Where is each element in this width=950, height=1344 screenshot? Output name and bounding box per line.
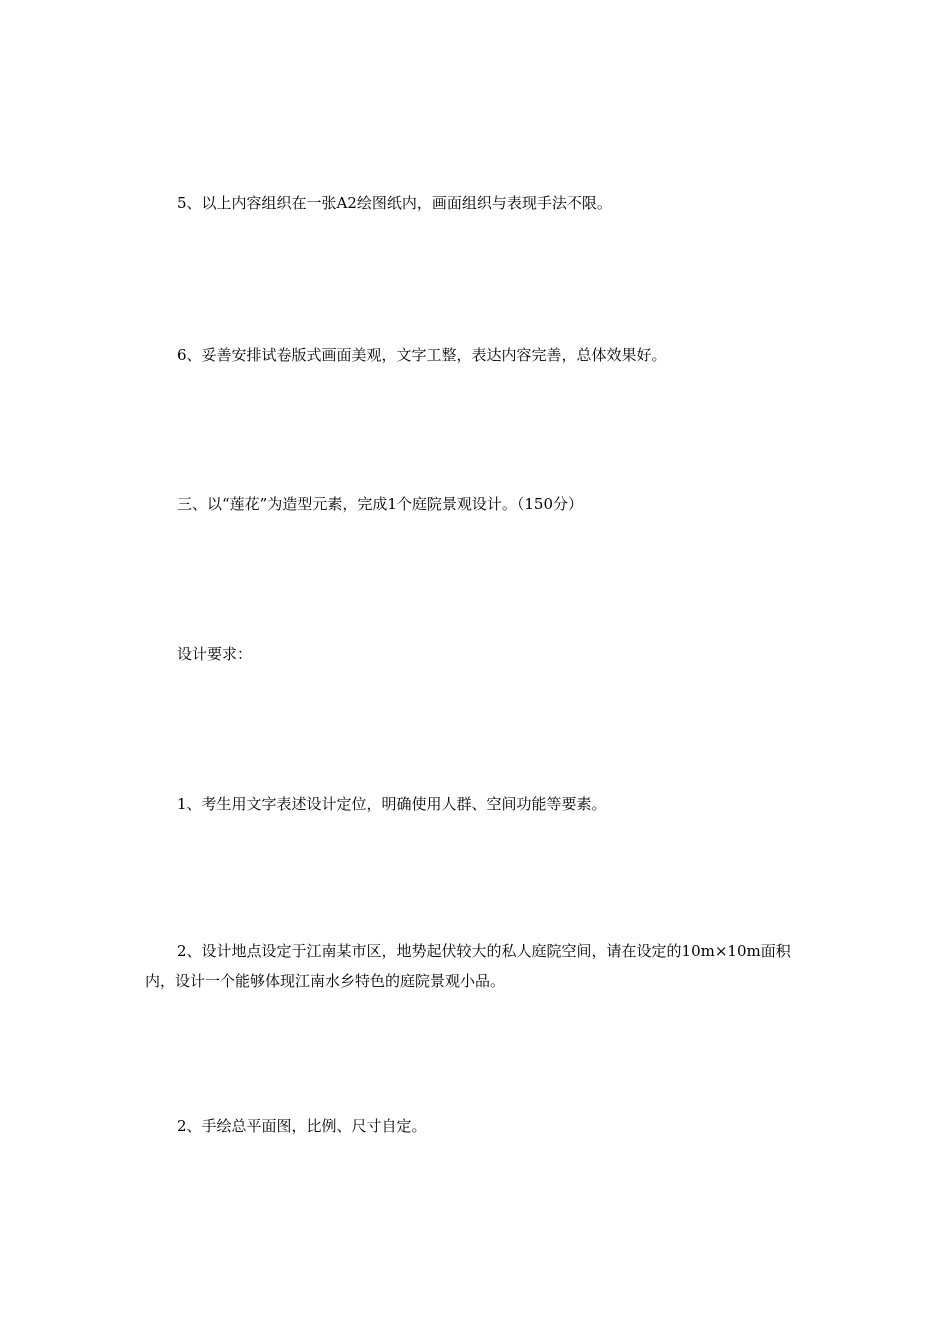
design-requirements-label: 设计要求：	[177, 645, 253, 663]
section-three-heading: 三、以“莲花”为造型元素，完成1个庭院景观设计。（150分）	[177, 495, 584, 513]
design-requirement-item-2-plan: 2、手绘总平面图，比例、尺寸自定。	[177, 1117, 427, 1135]
requirement-item-6: 6、妥善安排试卷版式画面美观，文字工整，表达内容完善，总体效果好。	[177, 346, 667, 364]
requirement-item-5: 5、以上内容组织在一张A2绘图纸内，画面组织与表现手法不限。	[177, 194, 612, 212]
design-requirement-item-2-site: 2、设计地点设定于江南某市区，地势起伏较大的私人庭院空间，请在设定的10m×10m面积内，设计一个能够体现江南水乡特色的庭院景观小品。	[145, 942, 791, 990]
design-requirement-item-1: 1、考生用文字表述设计定位，明确使用人群、空间功能等要素。	[177, 795, 607, 813]
